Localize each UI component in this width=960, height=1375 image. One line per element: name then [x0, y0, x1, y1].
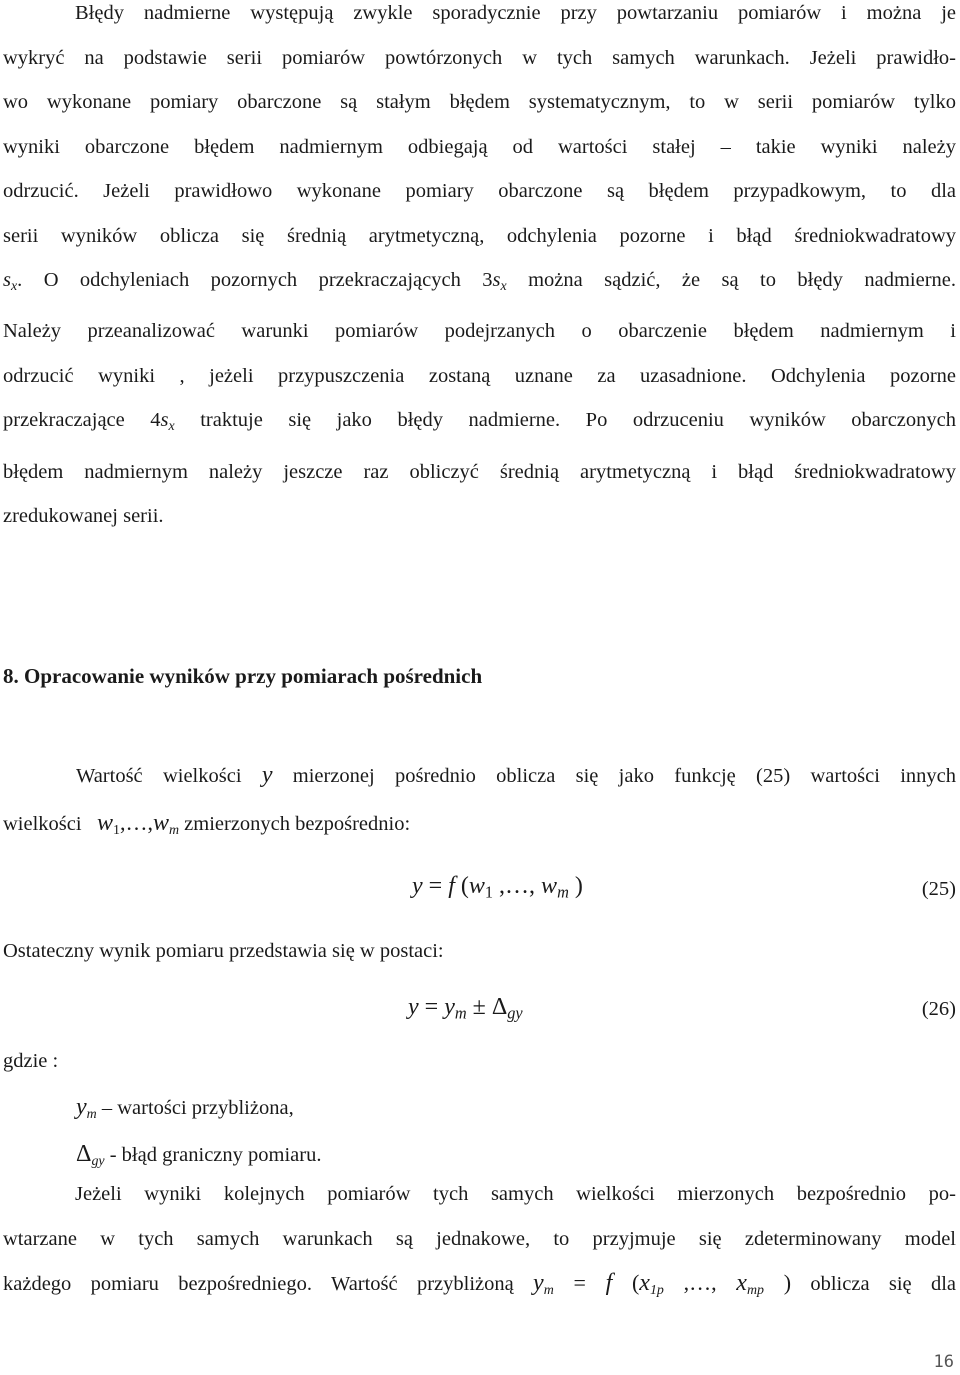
text-span: . O odchyleniach pozornych przekraczających 3 — [17, 269, 493, 291]
variable-x: x — [639, 1270, 650, 1296]
variable-y: y — [76, 1094, 87, 1120]
final-result-text: Ostateczny wynik pomiaru przedstawia się w postaci: — [3, 940, 444, 962]
subscript: 1p — [649, 1282, 664, 1298]
subscript: mp — [746, 1282, 764, 1298]
where-label: gdzie : — [3, 1050, 59, 1072]
symbol-s: s — [492, 269, 501, 291]
text-span: przekraczające 4 — [3, 409, 161, 432]
text-line — [3, 398, 956, 449]
ellipsis: ,…, — [663, 1270, 737, 1295]
subscript-x: x — [500, 278, 507, 294]
equation-number: (26) — [921, 998, 956, 1020]
equals-sign: = — [553, 1270, 606, 1295]
intro-line-2 — [3, 810, 410, 839]
text-line: Jeżeli wyniki kolejnych pomiarów tych samych wielkości mierzonych bezpośrednio po- — [75, 1183, 956, 1205]
paren: ( — [612, 1270, 640, 1295]
text-line: wo wykonane pomiary obarczone są stałym błędem systematycznym, to w serii pomiarów tylko — [3, 91, 956, 113]
text-line: wyniki obarczone błędem nadmiernym odbiegają od wartości stałej – takie wyniki należy — [3, 135, 956, 158]
variable-w: w — [541, 873, 558, 899]
symbol-s: s — [160, 409, 169, 432]
text-line: serii wyników oblicza się średnią arytmetyczną, odchylenia pozorne i błąd średniokwadratowy — [3, 224, 956, 247]
text-span: - błąd graniczny pomiaru. — [104, 1144, 322, 1166]
subscript: m — [168, 822, 180, 838]
paren: ) — [568, 873, 583, 899]
text-span: mierzonej pośrednio oblicza się jako funkcję (25) wartości innych — [272, 765, 956, 787]
text-line: odrzucić. Jeżeli prawidłowo wykonane pomiary obarczone są błędem przypadkowym, to dla — [3, 180, 956, 202]
function-f: f — [448, 873, 455, 899]
variable-x: x — [736, 1270, 747, 1296]
text-line: odrzucić wyniki , jeżeli przypuszczenia zostaną uznane za uzasadnione. Odchylenia pozorne — [3, 364, 956, 387]
text-line: wykryć na podstawie serii pomiarów powtórzonych w tych samych warunkach. Jeżeli prawidło- — [3, 46, 956, 69]
text-span: można sądzić, że są to błędy nadmierne. — [506, 269, 956, 291]
text-line: Należy przeanalizować warunki pomiarów podejrzanych o obarczenie błędem nadmiernym i — [3, 320, 956, 343]
paren: ) — [764, 1270, 792, 1295]
variable-y: y — [261, 762, 273, 788]
variable-w: w — [96, 810, 113, 836]
paren: ( — [454, 873, 469, 899]
subscript: gy — [507, 1003, 523, 1023]
function-f: f — [605, 1270, 613, 1296]
paragraph-excessive-errors — [3, 0, 956, 539]
subscript: m — [557, 882, 569, 902]
variable-w: w — [468, 873, 485, 899]
equals-sign: = — [422, 873, 449, 899]
variable-y: y — [412, 873, 423, 899]
text-span: każdego pomiaru bezpośredniego. Wartość przybliżoną — [3, 1273, 534, 1295]
text-span: zmierzonych bezpośrednio: — [179, 813, 411, 835]
text-span: traktuje się jako błędy nadmierne. Po odrzuceniu wyników obarczonych — [174, 409, 956, 432]
subscript: 1 — [484, 882, 494, 902]
paragraph-repeated-measurements — [3, 1172, 956, 1313]
intro-line-1 — [76, 762, 956, 789]
delta-symbol: Δ — [76, 1141, 92, 1167]
variable-y: y — [533, 1270, 544, 1296]
section-heading: 8. Opracowanie wyników przy pomiarach pośrednich — [3, 664, 483, 688]
text-line: błędem nadmiernym należy jeszcze raz obliczyć średnią arytmetyczną i błąd średniokwadratowy — [3, 460, 956, 483]
subscript: m — [543, 1282, 554, 1298]
symbol-s: s — [3, 269, 11, 291]
variable-y: y — [444, 994, 455, 1020]
text-line: Błędy nadmierne występują zwykle sporadycznie przy powtarzaniu pomiarów i można je — [75, 2, 956, 24]
text-span: oblicza się dla — [791, 1273, 957, 1295]
subscript-x: x — [10, 278, 18, 294]
variable-w: w — [152, 810, 169, 836]
equation-number: (25) — [921, 878, 956, 900]
ellipsis: ,…, — [493, 873, 542, 899]
variable-y: y — [408, 994, 419, 1020]
subscript: m — [86, 1106, 97, 1122]
page-number: 16 — [933, 1352, 954, 1372]
equation-26 — [408, 994, 523, 1024]
text-line — [3, 258, 956, 309]
text-span: wielkości — [3, 813, 87, 835]
ellipsis: ,…, — [119, 810, 153, 835]
text-span: Wartość wielkości — [76, 765, 262, 787]
text-span: – wartości przybliżona, — [96, 1097, 294, 1119]
definition-delta — [76, 1141, 321, 1170]
subscript-x: x — [168, 419, 175, 435]
subscript: gy — [91, 1153, 105, 1169]
subscript: m — [454, 1003, 467, 1023]
equation-25 — [412, 873, 583, 903]
text-line: zredukowanej serii. — [3, 505, 164, 528]
definition-ym — [76, 1094, 294, 1123]
plus-minus-delta: ± Δ — [466, 994, 508, 1020]
subscript: 1 — [112, 822, 120, 838]
text-line — [3, 1261, 956, 1313]
equals-sign: = — [418, 994, 445, 1020]
text-line: wtarzane w tych samych warunkach są jednakowe, to przyjmuje się zdeterminowany model — [3, 1227, 956, 1250]
